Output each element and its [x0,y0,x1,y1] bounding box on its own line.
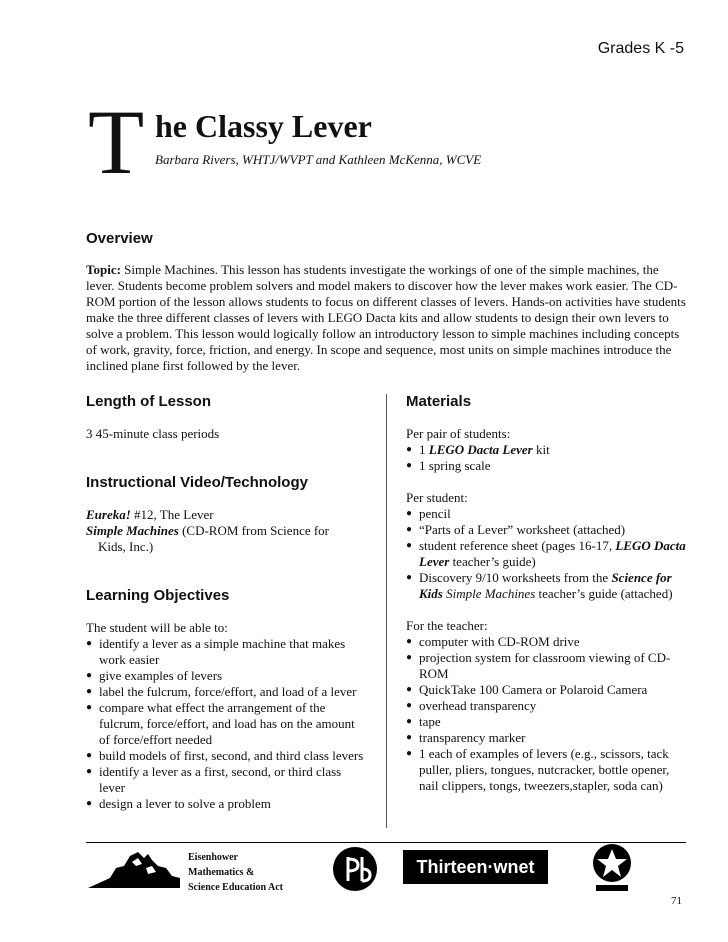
column-divider [386,394,387,828]
materials-block [406,426,688,794]
objective-item: ● build models of first, second, and third class levers [86,748,368,764]
materials-student-intro: Per student: [406,490,468,505]
length-value: 3 45-minute class periods [86,426,220,441]
materials-pair-list [406,442,688,474]
materials-pair-intro: Per pair of students: [406,426,511,441]
material-item: ● student reference sheet (pages 16-17, LEGO Dacta Lever teacher’s guide) [406,538,688,570]
page-title: he Classy Lever [155,108,372,144]
objectives-block [86,620,368,812]
topic-label: Topic: [86,262,121,277]
length-heading: Length of Lesson [86,393,211,410]
video-list [86,507,356,555]
objectives-list [86,636,368,812]
material-item: ● projection system for classroom viewing of CD-ROM [406,650,688,682]
virginia-map-logo [86,848,182,890]
objective-item: ● design a lever to solve a problem [86,796,368,812]
video-item-simple-machines: Simple Machines (CD-ROM from Science for Kids, Inc.) [86,523,330,554]
overview-heading: Overview [86,230,153,247]
material-item: ● 1 each of examples of levers (e.g., scissors, tack puller, pliers, tongues, nutcracker, bottle opener, nail clippers, tongs, tweezers,stapler, soda can) [406,746,688,794]
objective-item: ● identify a lever as a first, second, or third class lever [86,764,368,796]
grade-level: Grades K -5 [597,40,684,57]
objective-item: ● label the fulcrum, force/effort, and load of a lever [86,684,368,700]
title-dropcap: T [88,91,145,193]
material-item: ● 1 LEGO Dacta Lever kit [406,442,688,458]
material-item: ● 1 spring scale [406,458,688,474]
materials-student-list [406,506,688,602]
overview-paragraph [86,262,686,374]
material-item: ● Discovery 9/10 worksheets from the Science for Kids Simple Machines teacher’s guide (attached) [406,570,688,602]
star-emblem [590,843,634,893]
overview-text: Simple Machines. This lesson has students investigate the workings of one of the simple machines, the lever. Students become problem solvers and model makers to discover how the lever makes work easier. The CD-ROM portion of the lesson allows students to focus on different classes of levers. Hands-on activities have students make the three different classes of levers with LEGO Dacta kits and allow students to design their own levers to solve a problem. This lesson would logically follow an introductory lesson to simple machines including concepts of work, gravity, force, friction, and energy. In scope and sequence, most units on simple machines introduce the inclined plane first followed by the lever. [86,262,686,373]
public-broadcasting-emblem [331,845,379,893]
video-heading: Instructional Video/Technology [86,474,308,491]
video-item-eureka: Eureka! #12, The Lever [86,507,214,522]
materials-heading: Materials [406,393,472,410]
objective-item: ● identify a lever as a simple machine that makes work easier [86,636,368,668]
thirteen-wnet-logo: Thirteen·wnet [403,850,548,884]
material-item: ● overhead transparency [406,698,688,714]
materials-teacher-list [406,634,688,794]
objective-item: ● compare what effect the arrangement of the fulcrum, force/effort, and load has on the amount of force/effort needed [86,700,368,748]
material-item: ● “Parts of a Lever” worksheet (attached) [406,522,688,538]
material-item: ● pencil [406,506,688,522]
materials-teacher-intro: For the teacher: [406,618,488,633]
eisenhower-logo-text: Eisenhower Mathematics & Science Education Act [188,852,283,893]
page-number: 71 [671,895,682,907]
objectives-intro: The student will be able to: [86,620,228,635]
objective-item: ● give examples of levers [86,668,368,684]
material-item: ● computer with CD-ROM drive [406,634,688,650]
authors: Barbara Rivers, WHTJ/WVPT and Kathleen McKenna, WCVE [155,152,482,167]
material-item: ● tape [406,714,688,730]
objectives-heading: Learning Objectives [86,587,230,604]
material-item: ● transparency marker [406,730,688,746]
material-item: ● QuickTake 100 Camera or Polaroid Camera [406,682,688,698]
